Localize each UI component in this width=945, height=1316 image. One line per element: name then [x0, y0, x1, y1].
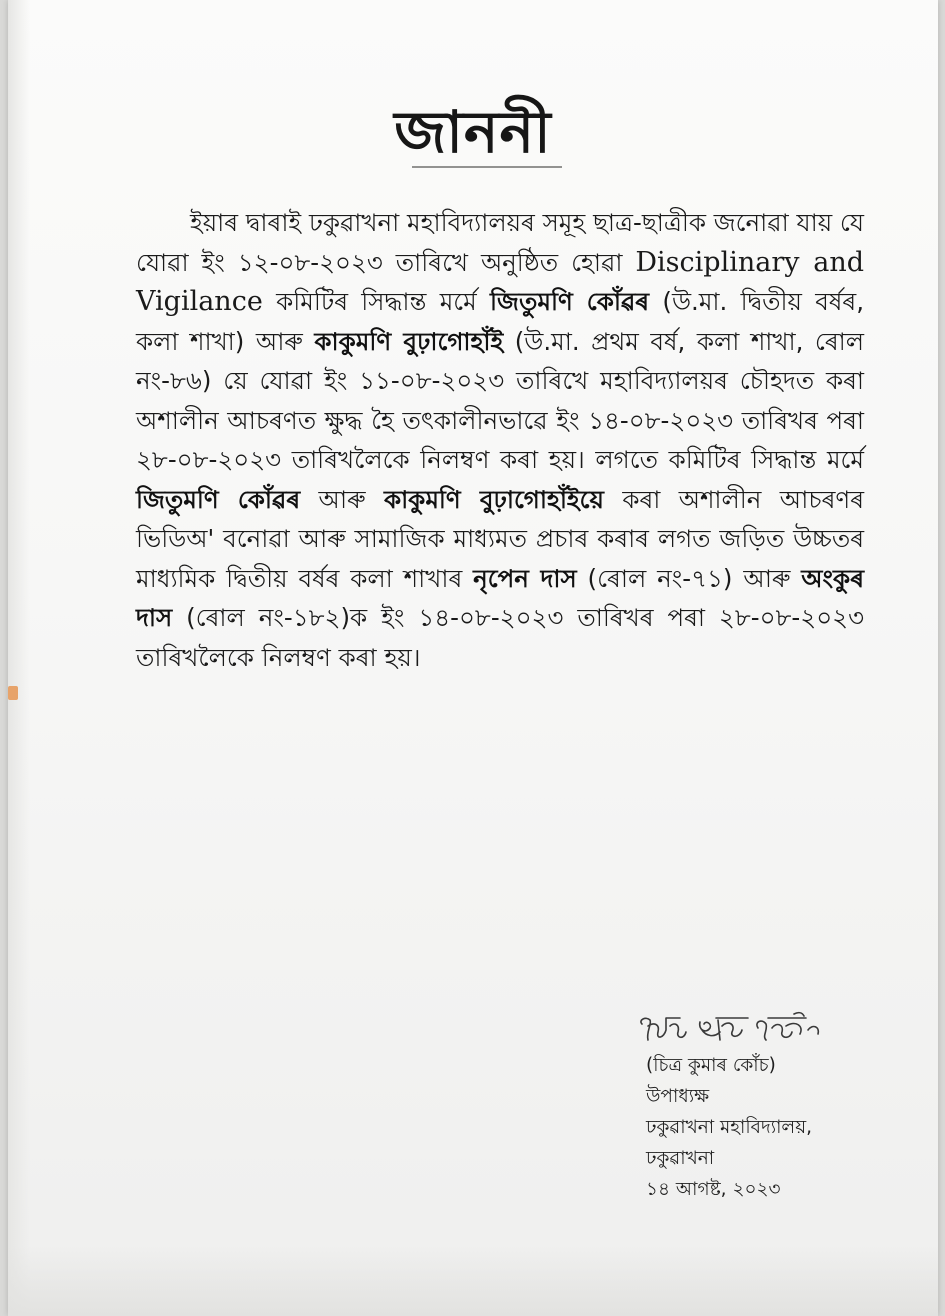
- notice-date: ১৪ আগষ্ট, ২০২৩: [646, 1179, 781, 1200]
- paper-stain: [8, 686, 18, 700]
- institution-place: ঢকুৱাখনা: [646, 1148, 715, 1169]
- body-text-3: (উ.মা. দ্বিতীয় বৰ্ষৰ, কলা শাখা) আৰু: [136, 287, 864, 356]
- handwritten-signature: [636, 1010, 836, 1050]
- student-name-4: কাকুমণি বুঢ়াগোহাঁইয়ে: [383, 484, 604, 514]
- body-text-2: কমিটিৰ সিদ্ধান্ত মৰ্মে: [262, 287, 491, 316]
- body-text-1: ইয়াৰ দ্বাৰাই ঢকুৱাখনা মহাবিদ্যালয়ৰ সমূহ ছাত্ৰ-ছাত্ৰীক জনোৱা যায় যে যোৱা ইং ১২-০৮-২০২৩ তাৰিখে অনুষ্ঠিত হোৱা: [136, 208, 864, 277]
- signature-block: [646, 1010, 906, 1205]
- paper-shadow-left: [8, 0, 30, 1316]
- signatory-name: (চিত্ৰ কুমাৰ কোঁচ): [646, 1055, 776, 1076]
- body-text-7: (ৰোল নং-৭১) আৰু: [576, 563, 802, 593]
- body-text-6: কৰা অশালীন আচৰণৰ ভিডিঅ' বনোৱা আৰু সামাজিক মাধ্যমত প্ৰচাৰ কৰাৰ লগত জড়িত উচ্চতৰ মাধ্যমিক দ্বিতীয় বৰ্ষৰ কলা শাখাৰ: [136, 484, 864, 593]
- body-text-8: (ৰোল নং-১৮২)ক ইং ১৪-০৮-২০২৩ তাৰিখৰ পৰা ২৮-০৮-২০২৩ তাৰিখলৈকে নিলম্বণ কৰা হয়।: [136, 603, 864, 672]
- institution-name: ঢকুৱাখনা মহাবিদ্যালয়,: [646, 1117, 812, 1138]
- student-name-3: জিতুমণি কোঁৱৰ: [136, 484, 301, 514]
- paper-shadow-bottom: [8, 1246, 938, 1316]
- body-text-5: আৰু: [300, 484, 384, 514]
- student-name-2: কাকুমণি বুঢ়াগোহাঁই: [314, 326, 504, 356]
- student-name-6: অংকুৰ দাস: [136, 563, 864, 632]
- title-underline: [412, 166, 562, 168]
- notice-title: জাননী: [394, 98, 552, 166]
- student-name-1: জিতুমণি কোঁৱৰ: [490, 287, 650, 316]
- notice-sheet: [8, 0, 938, 1316]
- body-text-4: (উ.মা. প্ৰথম বৰ্ষ, কলা শাখা, ৰোল নং-৮৬) য়ে যোৱা ইং ১১-০৮-২০২৩ তাৰিখে মহাবিদ্যালয়ৰ চৌহদত কৰা অশালীন আচৰণত ক্ষুদ্ধ হৈ তৎকালীনভাৱে ইং ১৪-০৮-২০২৩ তাৰিখৰ পৰা ২৮-০৮-২০২৩ তাৰিখলৈকে নিলম্বণ কৰা হয়। লগতে কমিটিৰ সিদ্ধান্ত মৰ্মে: [136, 326, 864, 474]
- signatory-designation: উপাধ্যক্ষ: [646, 1086, 710, 1107]
- student-name-5: নৃপেন দাস: [473, 563, 577, 593]
- committee-name: Disciplinary and Vigilance: [136, 246, 864, 317]
- notice-body: [136, 203, 864, 677]
